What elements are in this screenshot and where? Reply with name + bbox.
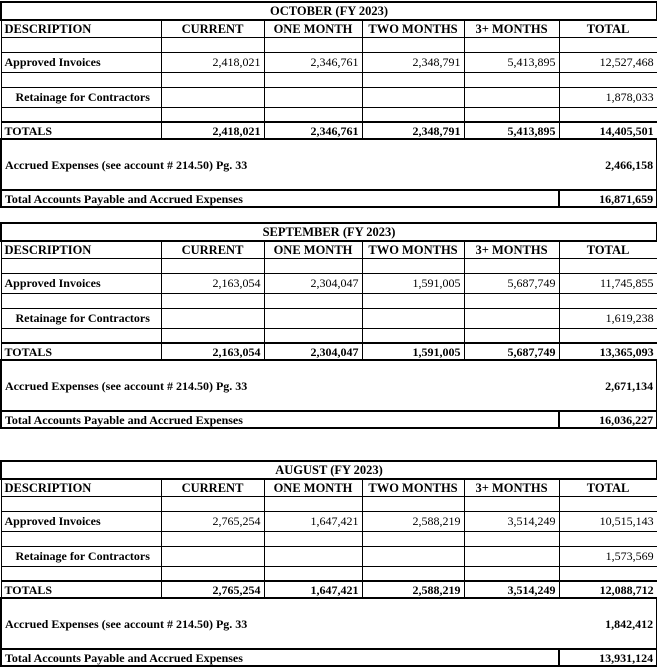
col-header-two-months: TWO MONTHS	[362, 20, 464, 37]
accrued-expenses-row	[1, 360, 657, 411]
col-header-three-plus-months: 3+ MONTHS	[464, 241, 559, 258]
approved-invoices-row	[1, 52, 657, 72]
report-table-august	[0, 460, 656, 667]
cell-total: 1,842,412	[559, 598, 657, 649]
cell-current: 2,163,054	[161, 343, 264, 360]
cell-two-months: 1,591,005	[362, 343, 464, 360]
row-label-retainage: Retainage for Contractors	[1, 308, 161, 328]
report-table-october	[0, 1, 656, 208]
section-title: OCTOBER (FY 2023)	[1, 2, 657, 20]
cell-total: 11,745,855	[559, 273, 657, 293]
cell-current: 2,765,254	[161, 581, 264, 598]
grand-total-row	[1, 649, 657, 666]
col-header-total: TOTAL	[559, 479, 657, 496]
row-label-totals: TOTALS	[1, 581, 161, 598]
cell-one-month: 2,346,761	[264, 122, 362, 139]
row-label-accrued: Accrued Expenses (see account # 214.50) Pg. 33	[1, 360, 559, 411]
col-header-current: CURRENT	[161, 479, 264, 496]
cell-current: 2,418,021	[161, 52, 264, 72]
cell-total: 2,466,158	[559, 139, 657, 190]
cell-current: 2,418,021	[161, 122, 264, 139]
accrued-expenses-row	[1, 139, 657, 190]
grand-total-row	[1, 411, 657, 428]
row-label-grand-total: Total Accounts Payable and Accrued Expenses	[1, 649, 559, 666]
col-header-one-month: ONE MONTH	[264, 241, 362, 258]
cell-total: 16,036,227	[559, 411, 657, 428]
retainage-row	[1, 546, 657, 566]
cell-total: 2,671,134	[559, 360, 657, 411]
row-label-approved: Approved Invoices	[1, 273, 161, 293]
cell-total: 10,515,143	[559, 511, 657, 531]
cell-total: 13,931,124	[559, 649, 657, 666]
col-header-two-months: TWO MONTHS	[362, 241, 464, 258]
col-header-description: DESCRIPTION	[1, 241, 161, 258]
cell-three-plus: 3,514,249	[464, 581, 559, 598]
cell-total: 12,088,712	[559, 581, 657, 598]
row-label-approved: Approved Invoices	[1, 52, 161, 72]
row-label-retainage: Retainage for Contractors	[1, 87, 161, 107]
col-header-one-month: ONE MONTH	[264, 20, 362, 37]
report-table-september	[0, 222, 656, 429]
approved-invoices-row	[1, 273, 657, 293]
cell-total: 13,365,093	[559, 343, 657, 360]
cell-total: 14,405,501	[559, 122, 657, 139]
section-title: SEPTEMBER (FY 2023)	[1, 223, 657, 241]
col-header-total: TOTAL	[559, 241, 657, 258]
grand-total-row	[1, 190, 657, 207]
cell-current: 2,765,254	[161, 511, 264, 531]
cell-two-months: 2,348,791	[362, 122, 464, 139]
row-label-grand-total: Total Accounts Payable and Accrued Expenses	[1, 411, 559, 428]
section-title: AUGUST (FY 2023)	[1, 461, 657, 479]
cell-two-months: 2,348,791	[362, 52, 464, 72]
accrued-expenses-row	[1, 598, 657, 649]
col-header-two-months: TWO MONTHS	[362, 479, 464, 496]
cell-current: 2,163,054	[161, 273, 264, 293]
retainage-row	[1, 87, 657, 107]
cell-one-month: 2,346,761	[264, 52, 362, 72]
totals-row	[1, 343, 657, 360]
col-header-total: TOTAL	[559, 20, 657, 37]
cell-three-plus: 5,687,749	[464, 273, 559, 293]
cell-one-month: 1,647,421	[264, 581, 362, 598]
cell-two-months: 1,591,005	[362, 273, 464, 293]
cell-three-plus: 3,514,249	[464, 511, 559, 531]
row-label-approved: Approved Invoices	[1, 511, 161, 531]
row-label-accrued: Accrued Expenses (see account # 214.50) Pg. 33	[1, 598, 559, 649]
cell-total: 12,527,468	[559, 52, 657, 72]
cell-total: 1,619,238	[559, 308, 657, 328]
col-header-three-plus-months: 3+ MONTHS	[464, 20, 559, 37]
cell-two-months: 2,588,219	[362, 581, 464, 598]
row-label-retainage: Retainage for Contractors	[1, 546, 161, 566]
row-label-grand-total: Total Accounts Payable and Accrued Expenses	[1, 190, 559, 207]
row-label-totals: TOTALS	[1, 122, 161, 139]
cell-one-month: 2,304,047	[264, 273, 362, 293]
row-label-accrued: Accrued Expenses (see account # 214.50) Pg. 33	[1, 139, 559, 190]
col-header-one-month: ONE MONTH	[264, 479, 362, 496]
cell-total: 1,878,033	[559, 87, 657, 107]
col-header-three-plus-months: 3+ MONTHS	[464, 479, 559, 496]
cell-total: 16,871,659	[559, 190, 657, 207]
cell-total: 1,573,569	[559, 546, 657, 566]
col-header-description: DESCRIPTION	[1, 20, 161, 37]
cell-three-plus: 5,413,895	[464, 52, 559, 72]
col-header-description: DESCRIPTION	[1, 479, 161, 496]
col-header-current: CURRENT	[161, 241, 264, 258]
retainage-row	[1, 308, 657, 328]
cell-one-month: 1,647,421	[264, 511, 362, 531]
approved-invoices-row	[1, 511, 657, 531]
row-label-totals: TOTALS	[1, 343, 161, 360]
totals-row	[1, 122, 657, 139]
col-header-current: CURRENT	[161, 20, 264, 37]
cell-one-month: 2,304,047	[264, 343, 362, 360]
totals-row	[1, 581, 657, 598]
cell-three-plus: 5,413,895	[464, 122, 559, 139]
cell-three-plus: 5,687,749	[464, 343, 559, 360]
cell-two-months: 2,588,219	[362, 511, 464, 531]
